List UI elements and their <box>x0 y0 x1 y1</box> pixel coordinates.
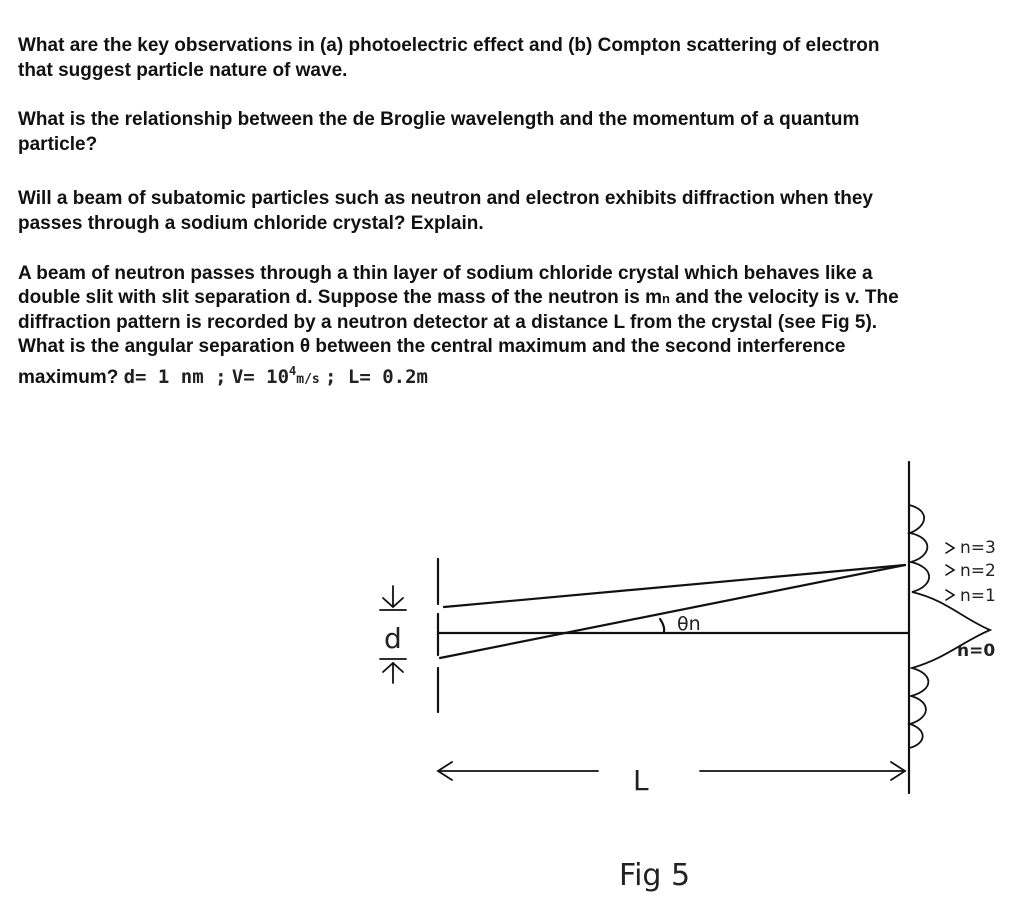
given-d: d= 1 nm ; <box>123 366 227 388</box>
label-order-0: n=0 <box>957 641 996 661</box>
question-1: What are the key observations in (a) photoelectric effect and (b) Compton scattering of electron that suggest particle nature of wave. <box>18 35 880 81</box>
question-4-text-a: A beam of neutron passes through a thin layer of sodium chloride crystal which behaves like a double slit with slit separation d. Suppose the mass of the neutron is m <box>18 263 873 308</box>
label-order-1: n=1 <box>960 586 996 606</box>
label-L: L <box>633 764 649 797</box>
figure-caption: Fig 5 <box>619 858 691 893</box>
question-4-text-b: and the velocity is v. The diffraction pattern is recorded by a neutron detector at a distance L from the crystal (see Fig 5). What is the angular separation θ between the central maximum and the second interference maximum? <box>18 287 899 388</box>
question-3: Will a beam of subatomic particles such as neutron and electron exhibits diffraction when they passes through a sodium chloride crystal? Explain. <box>18 188 873 234</box>
label-theta-n: θn <box>677 613 701 635</box>
label-d: d <box>384 622 402 655</box>
theta-arc <box>660 619 664 632</box>
question-2: What is the relationship between the de Broglie wavelength and the momentum of a quantum particle? <box>18 109 860 155</box>
given-v-exponent: 4 <box>289 364 297 378</box>
bracket-n3 <box>946 543 954 553</box>
given-v: V= 10 <box>231 366 290 388</box>
question-4-subscript: n <box>661 291 670 306</box>
given-v-unit: m/s <box>296 372 320 387</box>
figure-5-diagram <box>0 440 1024 919</box>
label-order-3: n=3 <box>960 538 996 558</box>
ray-upper-slit <box>444 565 905 607</box>
question-4 <box>18 262 918 392</box>
bracket-n1 <box>946 590 954 600</box>
given-L: ; L= 0.2m <box>325 366 428 388</box>
ray-lower-slit <box>440 565 905 658</box>
label-order-2: n=2 <box>960 561 996 581</box>
bracket-n2 <box>946 565 954 575</box>
